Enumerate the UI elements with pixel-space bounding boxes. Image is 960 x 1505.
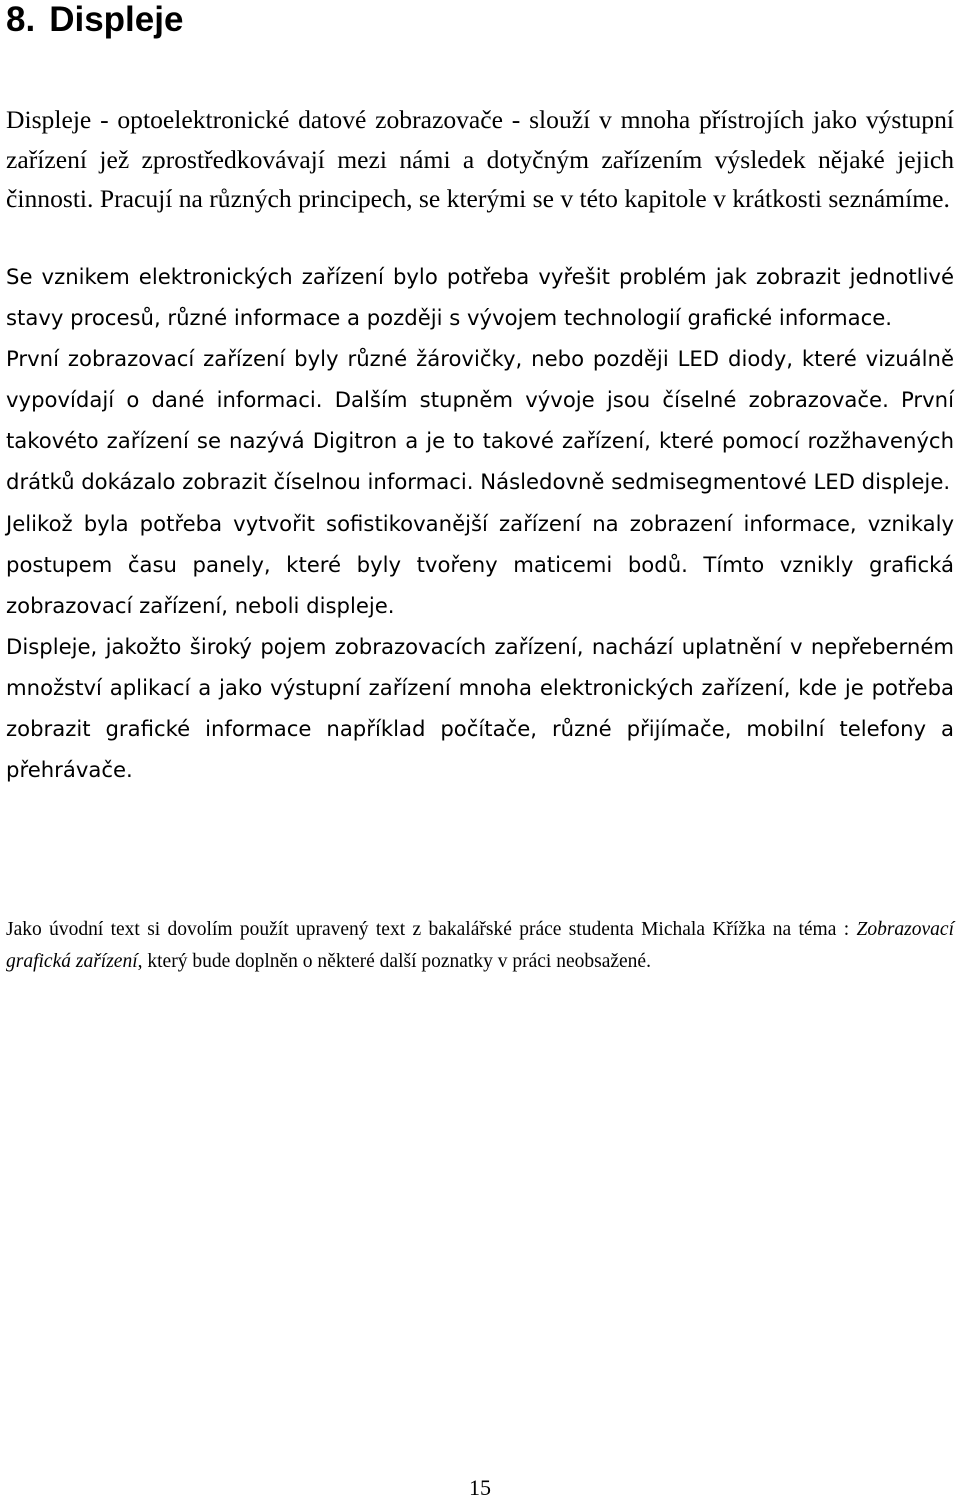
source-work-title: Zobrazovací grafická zařízení — [6, 919, 954, 972]
paragraph-3: Jelikož byla potřeba vytvořit sofistikovanější zařízení na zobrazení informace, vznikaly postupem času panely, které byly tvořeny maticemi bodů. Tímto vznikly grafická zobrazovací zařízení, neboli displeje. — [6, 510, 954, 618]
section-number: 8. — [6, 0, 36, 39]
paragraph-1: Se vznikem elektronických zařízení bylo potřeba vyřešit problém jak zobrazit jednotlivé stavy procesů, různé informace a později s vývojem technologií grafické informace. — [6, 264, 954, 331]
section-title: Displeje — [49, 0, 184, 39]
paragraph-2: První zobrazovací zařízení byly různé žárovičky, nebo později LED diody, které vizuálně vypovídají o dané informaci. Dalším stupněm vývoje jsou číselné zobrazovače. První takovéto zařízení se nazývá Digitron a je to takové zařízení, které pomocí rozžhavených drátků dokázalo zobrazit číselnou informaci. Následovně sedmisegmentové LED displeje. — [6, 346, 954, 495]
section-heading — [6, 0, 183, 40]
source-note-text: Jako úvodní text si dovolím použít upravený text z bakalářské práce studenta Michala Křížka na téma : — [6, 919, 857, 940]
intro-paragraph: Displeje - optoelektronické datové zobrazovače - slouží v mnoha přístrojích jako výstupní zařízení jež zprostředkovávají mezi námi a dotyčným zařízením výsledek nějaké jejich činnosti. Pracují na různých principech, se kterými se v této kapitole v krátkosti seznámíme. — [6, 105, 954, 213]
source-note — [6, 914, 954, 978]
source-note-ending: , který bude doplněn o některé další poznatky v práci neobsažené. — [137, 951, 651, 972]
page-number: 15 — [469, 1475, 491, 1500]
paragraph-4: Displeje, jakožto široký pojem zobrazovacích zařízení, nachází uplatnění v nepřeberném množství aplikací a jako výstupní zařízení mnoha elektronických zařízení, kde je potřeba zobrazit grafické informace například počítače, různé přijímače, mobilní telefony a přehrávače. — [6, 633, 954, 783]
body-text — [6, 256, 954, 790]
